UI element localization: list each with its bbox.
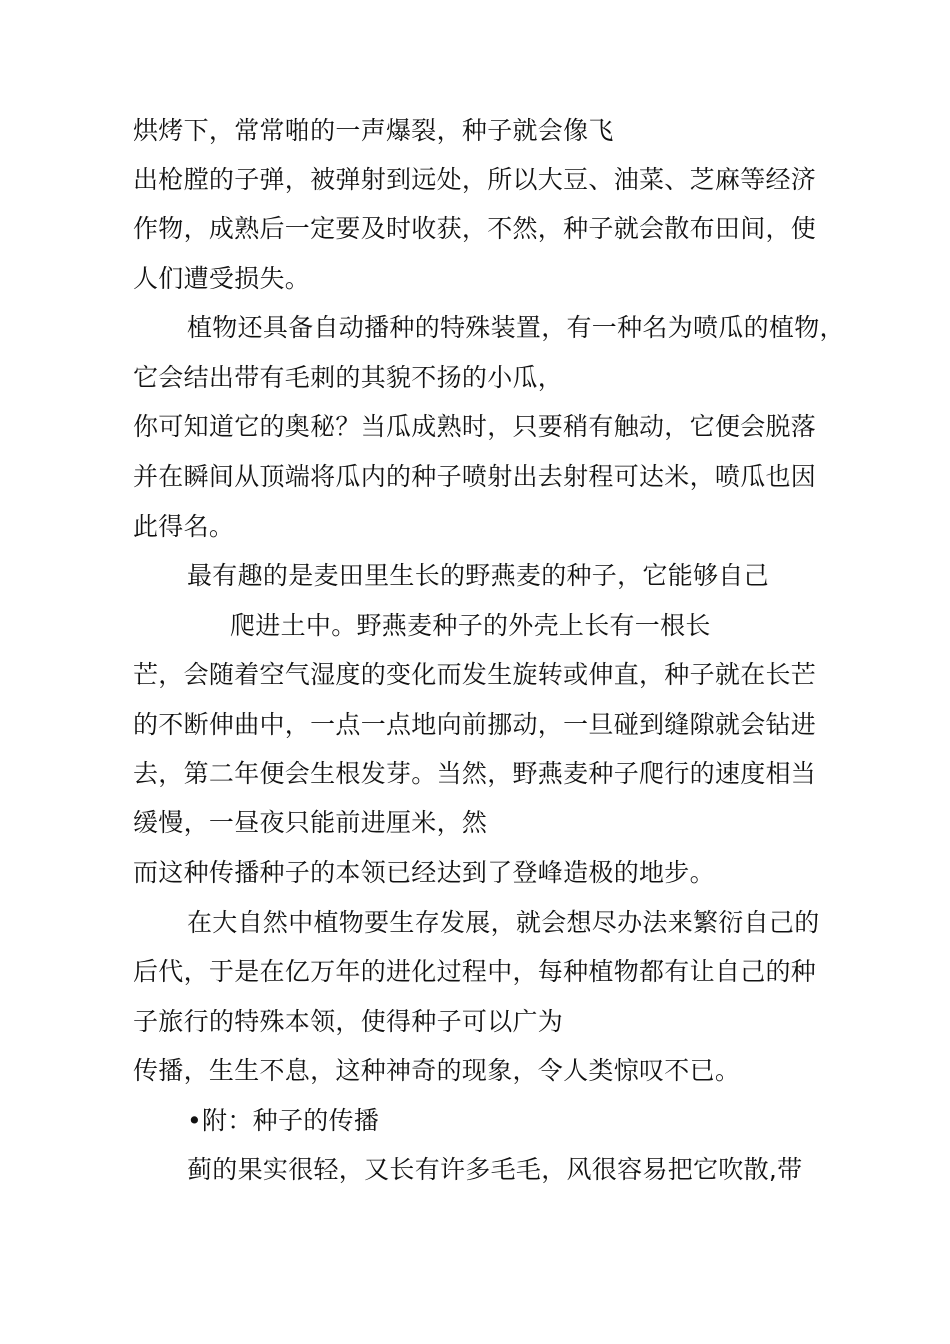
text-line: 你可知道它的奥秘？当瓜成熟时，只要稍有触动，它便会脱落: [133, 412, 817, 441]
text-line: 最有趣的是麦田里生长的野燕麦的种子，它能够自己: [187, 561, 769, 590]
text-line: 出枪膛的子弹，被弹射到远处，所以大豆、油菜、芝麻等经济: [133, 165, 817, 194]
text-line: 作物，成熟后一定要及时收获，不然，种子就会散布田间，使: [133, 214, 817, 243]
text-line: 而这种传播种子的本领已经达到了登峰造极的地步。: [133, 858, 715, 887]
text-line: 它会结出带有毛刺的其貌不扬的小瓜，: [133, 363, 564, 392]
text-line: 子旅行的特殊本领，使得种子可以广为: [133, 1007, 564, 1036]
text-line: 去，第二年便会生根发芽。当然，野燕麦种子爬行的速度相当: [133, 759, 817, 788]
text-line: 植物还具备自动播种的特殊装置，有一种名为喷瓜的植物，: [187, 313, 845, 342]
text-line: 此得名。: [133, 512, 235, 541]
text-line: 缓慢，一昼夜只能前进厘米，然: [133, 808, 488, 837]
text-line: 传播，生生不息，这种神奇的现象，令人类惊叹不已。: [133, 1056, 741, 1085]
text-line: 后代，于是在亿万年的进化过程中，每种植物都有让自己的种: [133, 957, 817, 986]
text-line: 芒，会随着空气湿度的变化而发生旋转或伸直，种子就在长芒: [133, 660, 817, 689]
text-line: 并在瞬间从顶端将瓜内的种子喷射出去射程可达米，喷瓜也因: [133, 462, 817, 491]
text-line: 烘烤下，常常啪的一声爆裂，种子就会像飞: [133, 116, 614, 145]
text-line: 的不断伸曲中，一点一点地向前挪动，一旦碰到缝隙就会钻进: [133, 710, 817, 739]
text-line: 在大自然中植物要生存发展，就会想尽办法来繁衍自己的: [187, 908, 820, 937]
text-line: 蓟的果实很轻，又长有许多毛毛，风很容易把它吹散,带: [187, 1155, 803, 1184]
appendix-heading: •附：种子的传播: [187, 1106, 380, 1135]
text-line: 人们遭受损失。: [133, 264, 311, 293]
text-line: 爬进土中。野燕麦种子的外壳上长有一根长: [230, 611, 711, 640]
